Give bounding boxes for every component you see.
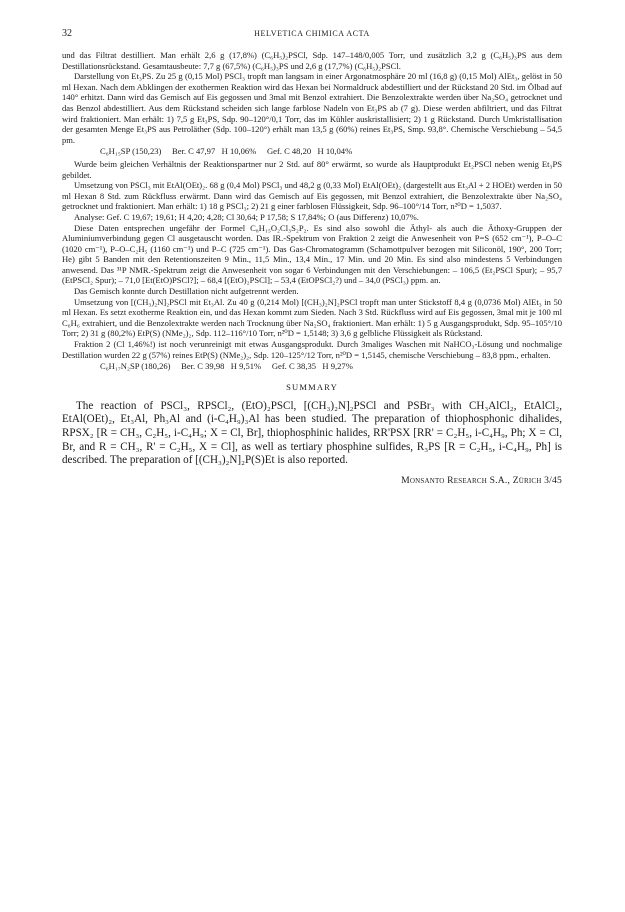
elemental-analysis-et3ps: C₆H₁₅SP (150,23) Ber. C 47,97 H 10,06% Gef. C 48,20 H 10,04% — [100, 146, 353, 157]
paragraph-spectra: Diese Daten entsprechen ungefähr der Formel C₈H₁₅O₂Cl₃S₂P₂. Es sind also sowohl die Äthyl- als auch die Äthoxy-Gruppen der Aluminiumverbindung gegen Cl ausgetauscht worden. Das IR.-Spektrum von Fraktion 2 zeigt die Anwesenheit von P=S (652 cm⁻¹), P–O–C (1020 cm⁻¹), P–O–C₂H₅ (1160 cm⁻¹) und P–C (725 cm⁻¹). Das Gas-Chromatogramm (Schamottpulver bezogen mit Siliconöl, 190°, 200 Torr; He) gibt 5 Banden mit den Retentionszeiten 9 Min., 11,5 Min., 13,4 Min., 17 Min. und 20 Min. Es sind also mindestens 5 Verbindungen anwesend. Das ³¹P NMR.-Spektrum zeigt die Anwesenheit von sogar 6 Verbindungen mit den Verschiebungen: – 106,5 (Et₂PSCl Spur); – 95,7 (EtPSCl₂ Spur); – 71,0 [Et(EtO)PSCl?]; – 68,4 [(EtO)₂PSCl]; – 53,4 (EtOPSCl₂?) und – 34,0 (PSCl₃) ppm. an. — [62, 222, 562, 286]
elemental-analysis-etps-nme2: C₆H₁₇N₂SP (180,26) Ber. C 39,98 H 9,51% Gef. C 38,35 H 9,27% — [100, 361, 353, 372]
page-number: 32 — [62, 28, 72, 39]
paragraph-dimethylamino-reaction: Umsetzung von [(CH₃)₂N]₂PSCl mit Et₃Al. Zu 40 g (0,214 Mol) [(CH₃)₂N]₂PSCl tropft man unter Stickstoff 8,4 g (0,0736 Mol) AlEt₃ in 50 ml Hexan. Es setzt exotherme Reaktion ein, und das Hexan kommt zum Sieden. Nach 3 Std. Rückfluss wird auf Eis gegossen, 3mal mit je 100 ml C₆H₆ extrahiert, und die Benzolextrakte werden nach Trocknung über Na₂SO₄ fraktioniert. Man erhält: 1) 5 g Ausgangsprodukt, Sdp. 95–105°/10 Torr; 2) 31 g (80,2%) EtP(S) (NMe₂)₂, Sdp. 112–116°/10 Torr, n²⁰D = 1,5148; 3) 3,6 g gelbliche Flüssigkeit als Rückstand. — [62, 296, 562, 339]
paragraph-not-separable: Das Gemisch konnte durch Destillation nicht aufgetrennt werden. — [74, 286, 299, 297]
page-header — [62, 28, 562, 50]
paragraph-analysis: Analyse: Gef. C 19,67; 19,61; H 4,20; 4,28; Cl 30,64; P 17,58; S 17,84%; O (aus Differenz) 10,07%. — [74, 211, 419, 222]
paragraph-et3ps-preparation: Darstellung von Et₃PS. Zu 25 g (0,15 Mol) PSCl₃ tropft man langsam in einer Argonatmosphäre 20 ml (16,8 g) (0,15 Mol) AlEt₃, gelöst in 50 ml Hexan. Nach dem Abklingen der exothermen Reaktion wird das Hexan bei Normaldruck abdestilliert und der Rückstand 20 Std. im Ölbad auf 140° erhitzt. Dann wird das Gemisch auf Eis gegossen und 3mal mit Benzol extrahiert. Die Benzolextrakte werden über Na₂SO₄ getrocknet und das Benzol abdestilliert. Aus dem Rückstand scheiden sich lange farblose Nadeln von Et₃PS ab (7 g). Diese werden abfiltriert, und das Filtrat wird fraktioniert. Man erhält: 1) 7,5 g Et₃PS, Sdp. 90–120°/0,1 Torr, das im Kühler auskristallisiert; 2) 1 g Rückstand. Durch Umkristallisation der gesamten Menge Et₃PS aus Petroläther (Sdp. 100–120°) erhält man 13,5 g (60%) reines Et₃PS, Smp. 93,8°. Chemische Verschiebung – 54,5 pm. — [62, 71, 562, 145]
summary-text: The reaction of PSCl₃, RPSCl₂, (EtO)₂PSCl, [(CH₃)₂N]₂PSCl and PSBr₃ with CH₃AlCl₂, EtAlCl₂, EtAl(OEt)₂, Et₃Al, Ph₃Al and (i-C₄H₉)₃Al has been studied. The preparation of thiophosphonic dihalides, RPSX₂ [R = CH₃, C₂H₅, i-C₄H₉; X = Cl, Br], thiophosphinic halides, RR'PSX [RR' = C₂H₅, i-C₄H₉, Ph; X = Cl, Br, and R = CH₃, R' = C₂H₅, X = Cl], as well as tertiary phosphine sulfides, R₃PS [R = C₂H₅, i-C₄H₉, Ph] is described. The preparation of [(CH₃)₂N]₂P(S)Et is also reported. — [62, 399, 562, 467]
author-affiliation: Monsanto Research S.A., Zürich 3/45 — [401, 474, 562, 486]
summary-heading: SUMMARY — [286, 381, 338, 392]
paragraph-pscl3-etaloet2: Umsetzung von PSCl₃ mit EtAl(OEt)₂. 68 g (0,4 Mol) PSCl₃ und 48,2 g (0,33 Mol) EtAl(OEt)₂ (dargestellt aus Et₃Al + 2 HOEt) werden in 50 ml Hexan 8 Std. zum Rückfluss erwärmt. Dann wird das Gemisch auf Eis gegossen, mit Benzol extrahiert, die Benzolextrakte über Na₂SO₄ getrocknet und fraktioniert. Man erhält: 1) 18 g PSCl₃; 2) 21 g einer farblosen Flüssigkeit, Sdp. 96–100°/14 Torr, n²⁰D = 1,5037. — [62, 180, 562, 212]
article-body — [62, 50, 562, 372]
paragraph-filtrate: und das Filtrat destilliert. Man erhält 2,6 g (17,8%) (C₆H₅)₂PSCl, Sdp. 147–148/0,005 Torr, und zusätzlich 3,2 g (C₆H₅)₃PS aus dem Destillationsrückstand. Gesamtausbeute: 7,7 g (67,5%) (C₆H₅)₃PS und 2,6 g (17,7%) (C₆H₅)₂PSCl. — [62, 50, 562, 71]
running-header-journal: HELVETICA CHIMICA ACTA — [254, 29, 370, 38]
page — [62, 28, 562, 486]
paragraph-80-degree-note: Wurde beim gleichen Verhältnis der Reaktionspartner nur 2 Std. auf 80° erwärmt, so wurde als Hauptprodukt Et₂PSCl neben wenig Et₃PS gebildet. — [62, 158, 562, 180]
paragraph-fraction-2: Fraktion 2 (Cl 1,46%!) ist noch verunreinigt mit etwas Ausgangsprodukt. Durch 3maliges Waschen mit NaHCO₃-Lösung und nochmalige Destillation wurden 22 g (57%) reines EtP(S) (NMe₂)₂, Sdp. 120–125°/12 Torr, n²⁰D = 1,5145, chemische Verschiebung – 83,8 ppm., erhalten. — [62, 339, 562, 360]
